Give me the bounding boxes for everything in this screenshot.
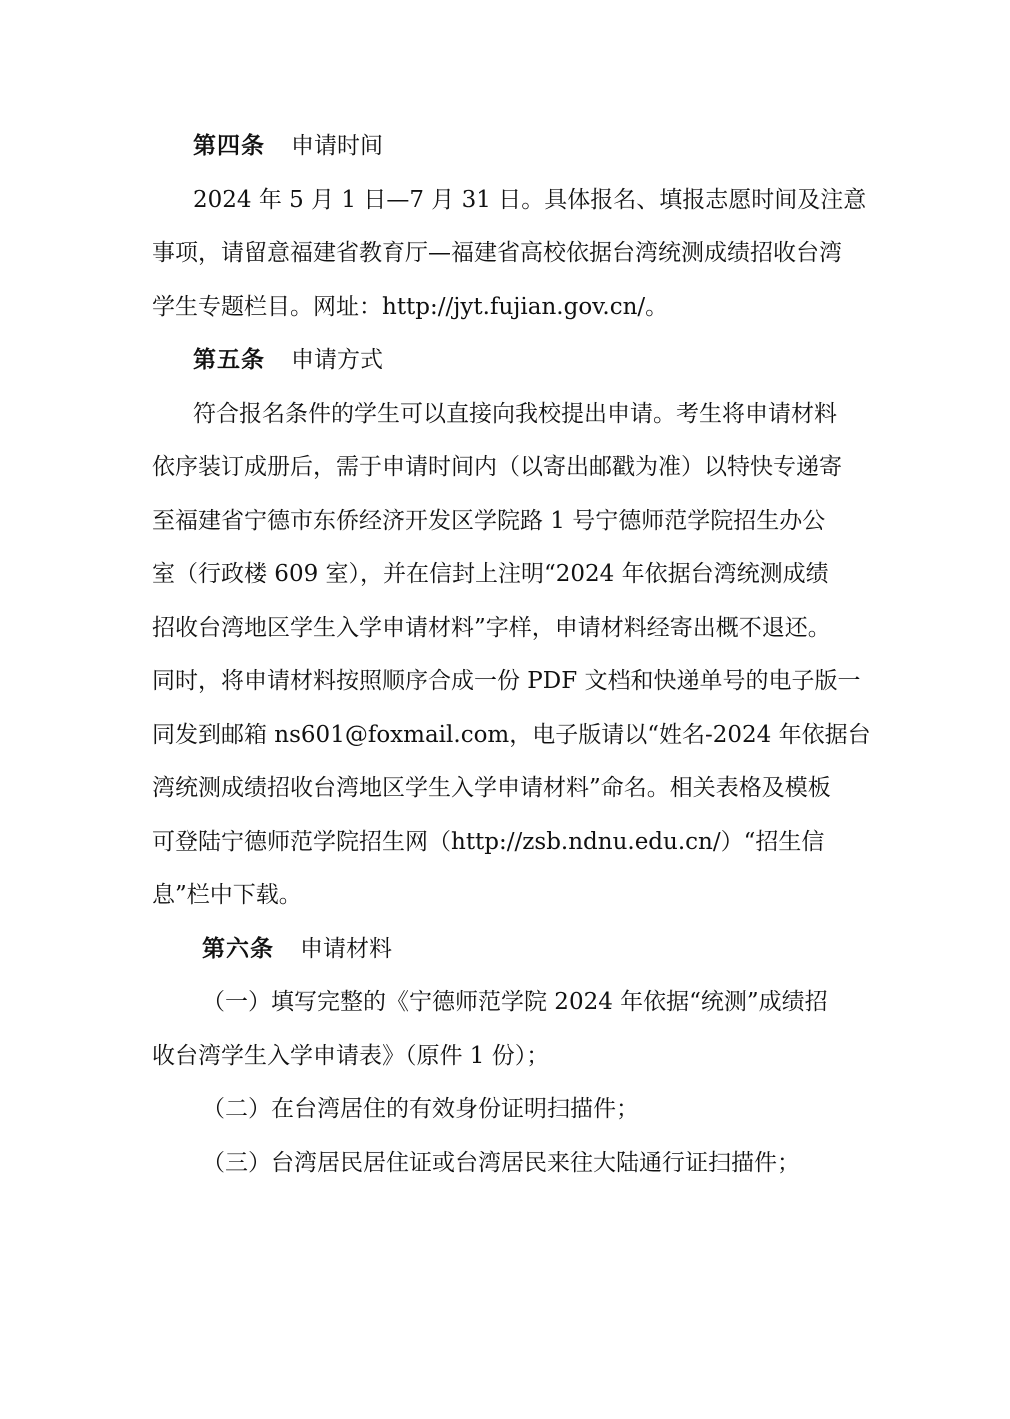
article-5-heading xyxy=(152,334,862,388)
list-item-continuation: 收台湾学生入学申请表》（原件 1 份）； xyxy=(152,1042,550,1069)
article-5-title: 申请方式 xyxy=(291,347,383,373)
article-4-label: 第四条 xyxy=(193,133,265,159)
paragraph-line: 室（行政楼 609 室），并在信封上注明“2024 年依据台湾统测成绩 xyxy=(152,561,829,587)
paragraph-line: 息”栏中下载。 xyxy=(152,882,302,908)
paragraph-line: 可登陆宁德师范学院招生网（http://zsb.ndnu.edu.cn/）“招生信 xyxy=(152,828,825,855)
paragraph-line: 至福建省宁德市东侨经济开发区学院路 1 号宁德师范学院招生办公 xyxy=(152,507,826,534)
paragraph-line: 符合报名条件的学生可以直接向我校提出申请。考生将申请材料 xyxy=(193,400,837,427)
paragraph-line: 同发到邮箱 ns601@foxmail.com，电子版请以“姓名-2024 年依据台 xyxy=(152,721,871,748)
article-4-title: 申请时间 xyxy=(291,133,383,159)
list-item: （三）台湾居民居住证或台湾居民来往大陆通行证扫描件； xyxy=(202,1149,800,1176)
list-item: （二）在台湾居住的有效身份证明扫描件； xyxy=(202,1096,639,1122)
article-5-label: 第五条 xyxy=(193,347,265,373)
article-6-title: 申请材料 xyxy=(300,935,392,962)
list-item: （一）填写完整的《宁德师范学院 2024 年依据“统测”成绩招 xyxy=(202,989,828,1015)
paragraph-line: 学生专题栏目。网址：http://jyt.fujian.gov.cn/。 xyxy=(152,293,669,320)
paragraph-line: 招收台湾地区学生入学申请材料”字样，申请材料经寄出概不退还。 xyxy=(152,614,831,641)
paragraph-line: 事项，请留意福建省教育厅—福建省高校依据台湾统测成绩招收台湾 xyxy=(152,240,842,266)
paragraph-line: 2024 年 5 月 1 日—7 月 31 日。具体报名、填报志愿时间及注意 xyxy=(193,186,867,213)
article-4-heading xyxy=(152,120,862,174)
document-body xyxy=(152,120,871,1190)
paragraph-line: 同时，将申请材料按照顺序合成一份 PDF 文档和快递单号的电子版一 xyxy=(152,668,861,694)
article-6-label: 第六条 xyxy=(202,935,274,962)
paragraph-line: 依序装订成册后，需于申请时间内（以寄出邮戳为准）以特快专递寄 xyxy=(152,454,842,480)
paragraph-line: 湾统测成绩招收台湾地区学生入学申请材料”命名。相关表格及模板 xyxy=(152,775,831,801)
article-6-heading xyxy=(152,923,862,977)
